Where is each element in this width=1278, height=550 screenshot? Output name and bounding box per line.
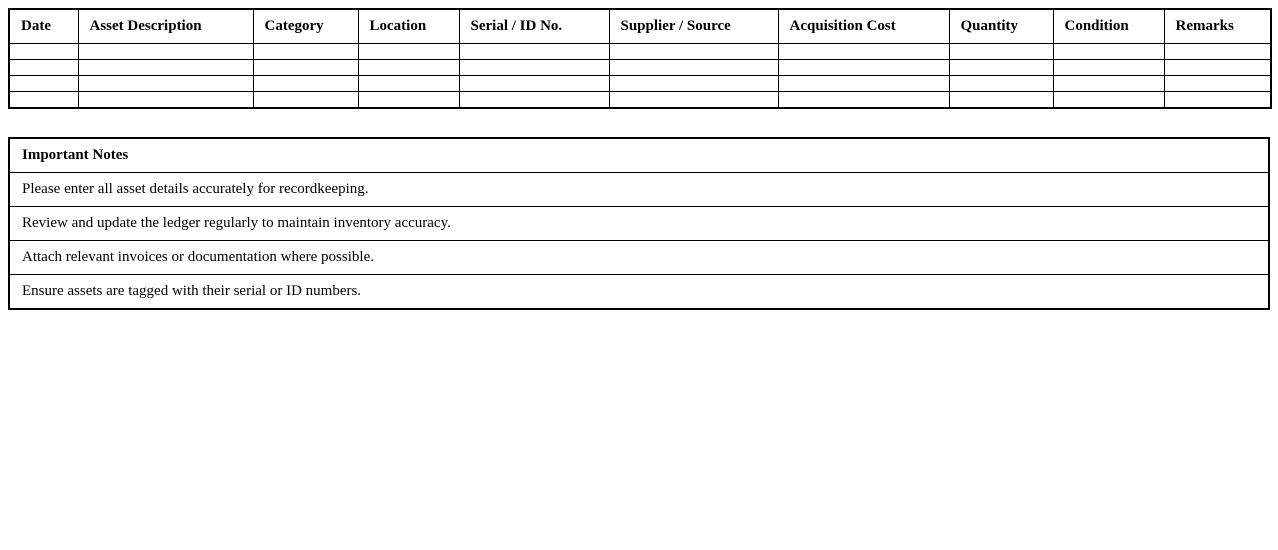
- column-header-asset-description: Asset Description: [78, 9, 253, 44]
- ledger-empty-row: [9, 76, 1271, 92]
- ledger-cell[interactable]: [609, 44, 778, 60]
- ledger-cell[interactable]: [949, 76, 1053, 92]
- important-notes-table: [8, 137, 1270, 310]
- note-row: [9, 241, 1269, 275]
- column-header-serial-id-no: Serial / ID No.: [459, 9, 609, 44]
- ledger-empty-row: [9, 44, 1271, 60]
- note-row: [9, 275, 1269, 310]
- ledger-cell[interactable]: [78, 76, 253, 92]
- ledger-cell[interactable]: [1164, 92, 1271, 109]
- ledger-cell[interactable]: [9, 76, 78, 92]
- ledger-cell[interactable]: [78, 60, 253, 76]
- ledger-cell[interactable]: [358, 44, 459, 60]
- ledger-cell[interactable]: [949, 92, 1053, 109]
- ledger-cell[interactable]: [1164, 76, 1271, 92]
- column-header-date: Date: [9, 9, 78, 44]
- asset-ledger-table: [8, 8, 1272, 109]
- ledger-cell[interactable]: [609, 76, 778, 92]
- column-header-acquisition-cost: Acquisition Cost: [778, 9, 949, 44]
- ledger-cell[interactable]: [9, 92, 78, 109]
- ledger-cell[interactable]: [459, 44, 609, 60]
- ledger-cell[interactable]: [358, 60, 459, 76]
- note-text: Attach relevant invoices or documentation where possible.: [9, 241, 1269, 275]
- ledger-cell[interactable]: [1164, 44, 1271, 60]
- ledger-cell[interactable]: [459, 76, 609, 92]
- ledger-cell[interactable]: [253, 76, 358, 92]
- ledger-cell[interactable]: [459, 60, 609, 76]
- ledger-cell[interactable]: [1053, 60, 1164, 76]
- column-header-location: Location: [358, 9, 459, 44]
- ledger-cell[interactable]: [1053, 92, 1164, 109]
- ledger-cell[interactable]: [609, 92, 778, 109]
- ledger-cell[interactable]: [253, 44, 358, 60]
- ledger-empty-row: [9, 92, 1271, 109]
- ledger-header-row: [9, 9, 1271, 44]
- column-header-remarks: Remarks: [1164, 9, 1271, 44]
- ledger-cell[interactable]: [609, 60, 778, 76]
- ledger-cell[interactable]: [949, 44, 1053, 60]
- ledger-cell[interactable]: [1053, 76, 1164, 92]
- ledger-cell[interactable]: [778, 76, 949, 92]
- ledger-cell[interactable]: [78, 92, 253, 109]
- ledger-cell[interactable]: [778, 44, 949, 60]
- ledger-cell[interactable]: [459, 92, 609, 109]
- column-header-condition: Condition: [1053, 9, 1164, 44]
- ledger-cell[interactable]: [358, 92, 459, 109]
- ledger-cell[interactable]: [9, 60, 78, 76]
- notes-header: Important Notes: [9, 138, 1269, 173]
- ledger-cell[interactable]: [78, 44, 253, 60]
- ledger-cell[interactable]: [1164, 60, 1271, 76]
- note-text: Please enter all asset details accurately for recordkeeping.: [9, 173, 1269, 207]
- ledger-cell[interactable]: [253, 60, 358, 76]
- ledger-cell[interactable]: [253, 92, 358, 109]
- note-text: Review and update the ledger regularly to maintain inventory accuracy.: [9, 207, 1269, 241]
- ledger-empty-row: [9, 60, 1271, 76]
- notes-header-row: [9, 138, 1269, 173]
- ledger-cell[interactable]: [358, 76, 459, 92]
- note-row: [9, 207, 1269, 241]
- column-header-category: Category: [253, 9, 358, 44]
- column-header-supplier-source: Supplier / Source: [609, 9, 778, 44]
- ledger-cell[interactable]: [949, 60, 1053, 76]
- column-header-quantity: Quantity: [949, 9, 1053, 44]
- ledger-cell[interactable]: [778, 92, 949, 109]
- ledger-cell[interactable]: [9, 44, 78, 60]
- ledger-cell[interactable]: [778, 60, 949, 76]
- note-row: [9, 173, 1269, 207]
- ledger-cell[interactable]: [1053, 44, 1164, 60]
- note-text: Ensure assets are tagged with their serial or ID numbers.: [9, 275, 1269, 310]
